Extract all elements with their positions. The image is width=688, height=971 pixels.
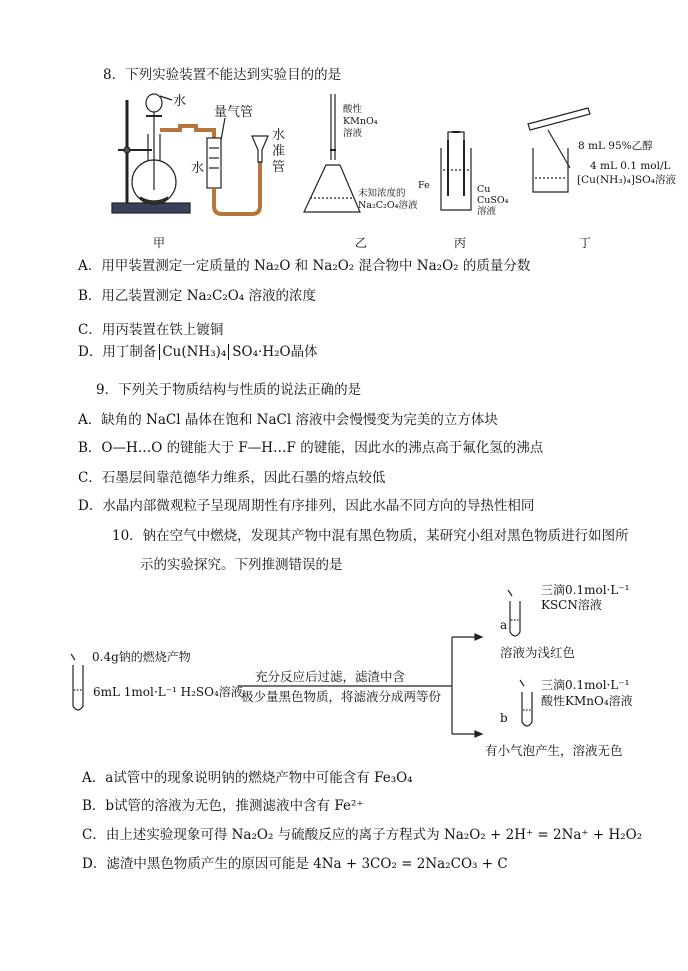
- jia-caption: 甲: [153, 236, 166, 250]
- q10-stem-line1: 10．钠在空气中燃烧，发现其产物中混有黑色物质，某研究小组对黑色物质进行如图所: [112, 528, 629, 544]
- arrow-top-label: 充分反应后过滤，滤渣中含: [255, 669, 406, 684]
- bing-solution-l1: CuSO₄: [477, 195, 509, 206]
- reagent-a-line2: KSCN溶液: [541, 598, 602, 612]
- branch-a-arrowhead: [475, 634, 482, 640]
- branch-b-arrowhead: [475, 731, 482, 737]
- result-b: 有小气泡产生，溶液无色: [485, 743, 623, 758]
- q10-option-b: B．b试管的溶液为无色，推测滤液中含有 Fe²⁺: [82, 798, 364, 814]
- branch-b-label: b: [500, 711, 508, 725]
- start-dropper-arrow: [71, 654, 75, 660]
- q9-option-a: A．缺角的 NaCl 晶体在饱和 NaCl 溶液中会慢慢变为完美的立方体块: [78, 412, 498, 428]
- q8-stem: 8．下列实验装置不能达到实验目的的是: [103, 67, 342, 83]
- ding-caption: 丁: [579, 236, 592, 250]
- q10-option-d: D．滤渣中黑色物质产生的原因可能是 4Na + 3CO₂ = 2Na₂CO₃ + C: [82, 856, 508, 872]
- tube-a-dropper-arrow: [508, 590, 512, 596]
- yi-reagent-l3: 溶液: [343, 128, 363, 139]
- yi-caption: 乙: [355, 236, 368, 250]
- q10-stem-line2: 示的实验探究。下列推测错误的是: [140, 557, 343, 573]
- q9-option-b: B．O—H…O 的键能大于 F—H…F 的键能，因此水的沸点高于氟化氢的沸点: [78, 440, 544, 456]
- ding-sol-l2: [Cu(NH₃)₄]SO₄溶液: [577, 174, 676, 186]
- q8-option-a: A．用甲装置测定一定质量的 Na₂O 和 Na₂O₂ 混合物中 Na₂O₂ 的质量分数: [78, 258, 531, 274]
- jia-water2-label: 水: [191, 161, 205, 176]
- q10-option-c: C．由上述实验现象可得 Na₂O₂ 与硫酸反应的离子方程式为 Na₂O₂ + 2H⁺ = 2Na⁺ + H₂O₂: [82, 827, 643, 843]
- start-product-label: 0.4g钠的燃烧产物: [92, 650, 191, 664]
- ding-ethanol-label: 8 mL 95%乙醇: [578, 140, 653, 152]
- bing-caption: 丙: [454, 236, 467, 250]
- yi-reagent-l2: KMnO₄: [343, 116, 378, 127]
- tube-b-dropper-arrow: [520, 680, 524, 686]
- start-test-tube: [73, 665, 83, 710]
- reagent-b-line1: 三滴0.1mol·L⁻¹: [541, 678, 630, 692]
- tube-a: [510, 601, 520, 636]
- q8-option-b: B．用乙装置测定 Na₂C₂O₄ 溶液的浓度: [78, 288, 316, 304]
- yi-flask-l1: 未知浓度的: [358, 188, 406, 199]
- q8-option-d-suffix: SO₄·H₂O晶体: [232, 344, 318, 360]
- ding-sol-l1: 4 mL 0.1 mol/L: [590, 160, 671, 172]
- q10-option-a: A．a试管中的现象说明钠的燃烧产物中可能含有 Fe₃O₄: [82, 770, 413, 786]
- result-a: 溶液为浅红色: [500, 645, 576, 660]
- reagent-b-line2: 酸性KMnO₄溶液: [541, 694, 633, 708]
- jia-level-tube-label: 水准管: [272, 128, 286, 175]
- arrow-bottom-label: 极少量黑色物质，将滤液分成两等份: [241, 689, 442, 704]
- yi-flask-l2: Na₂C₂O₄溶液: [358, 200, 418, 211]
- tube-b: [522, 692, 532, 726]
- jia-water-label: 水: [173, 94, 187, 109]
- reagent-a-line1: 三滴0.1mol·L⁻¹: [541, 583, 630, 597]
- yi-reagent-l1: 酸性: [343, 104, 363, 115]
- q9-option-d: D．水晶内部微观粒子呈现周期性有序排列，因此水晶不同方向的导热性相同: [78, 498, 535, 514]
- bing-fe-label: Fe: [418, 180, 430, 191]
- q8-option-d-prefix: D．用丁制备: [78, 344, 157, 360]
- branch-a-label: a: [500, 618, 508, 632]
- q9-option-c: C．石墨层间靠范德华力维系，因此石墨的熔点较低: [78, 470, 386, 486]
- start-solution-label: 6mL 1mol·L⁻¹ H₂SO₄溶液: [93, 685, 243, 699]
- q9-stem: 9．下列关于物质结构与性质的说法正确的是: [96, 382, 362, 398]
- bing-solution-l2: 溶液: [477, 206, 497, 217]
- q8-option-d-formula: Cu(NH₃)₄: [162, 344, 227, 360]
- q8-option-c: C．用丙装置在铁上镀铜: [78, 322, 224, 338]
- jia-gas-tube-label: 量气管: [214, 105, 254, 120]
- bing-cu-label: Cu: [477, 184, 491, 195]
